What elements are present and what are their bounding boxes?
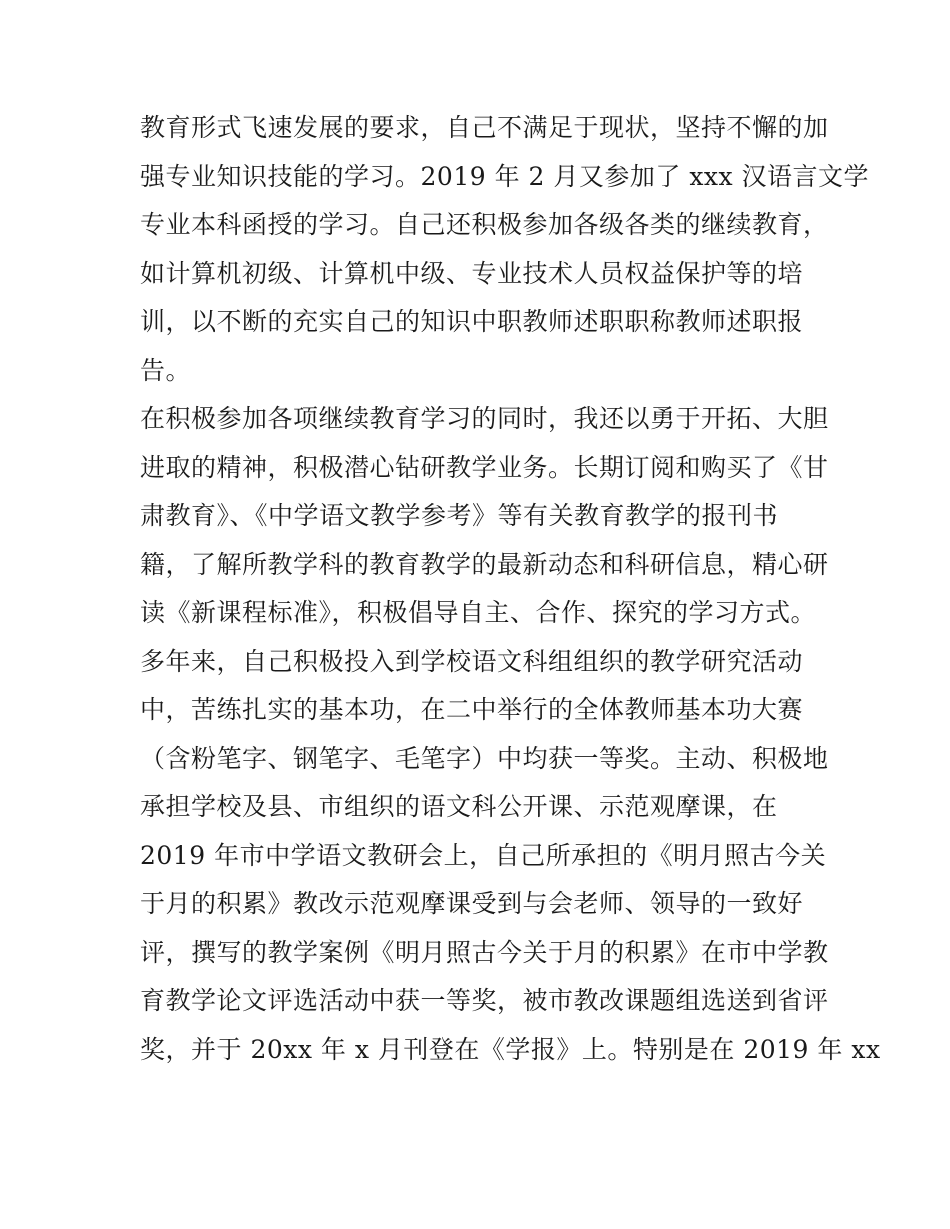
text-line: 籍，了解所教学科的教育教学的最新动态和科研信息，精心研 <box>140 549 829 579</box>
text-line: 奖，并于 20xx 年 x 月刊登在《学报》上。特别是在 2019 年 xx <box>140 1034 881 1064</box>
text-line: 如计算机初级、计算机中级、专业技术人员权益保护等的培 <box>140 258 804 288</box>
text-line: 2019 年市中学语文教研会上，自己所承担的《明月照古今关 <box>140 840 827 870</box>
body-text <box>140 104 881 1074</box>
text-line: 专业本科函授的学习。自己还积极参加各级各类的继续教育， <box>140 210 829 239</box>
text-line: 评，撰写的教学案例《明月照古今关于月的积累》在市中学教 <box>140 937 829 967</box>
text-line: 在积极参加各项继续教育学习的同时，我还以勇于开拓、大胆 <box>140 404 829 433</box>
text-line: 承担学校及县、市组织的语文科公开课、示范观摩课，在 <box>140 792 778 821</box>
text-line: 强专业知识技能的学习。2019 年 2 月又参加了 xxx 汉语言文学 <box>140 161 870 191</box>
text-line: 告。 <box>140 355 192 385</box>
text-line: 训，以不断的充实自己的知识中职教师述职职称教师述职报 <box>140 307 804 336</box>
text-line: 肃教育》、《中学语文教学参考》等有关教育教学的报刊书 <box>140 501 779 530</box>
text-line: 进取的精神，积极潜心钻研教学业务。长期订阅和购买了《甘 <box>140 452 829 482</box>
text-line: 中，苦练扎实的基本功，在二中举行的全体教师基本功大赛 <box>140 695 804 724</box>
text-line: 育教学论文评选活动中获一等奖，被市教改课题组选送到省评 <box>140 986 829 1015</box>
text-line: 教育形式飞速发展的要求，自己不满足于现状，坚持不懈的加 <box>140 113 829 142</box>
text-line: （含粉笔字、钢笔字、毛笔字）中均获一等奖。主动、积极地 <box>140 743 829 773</box>
text-line: 于月的积累》教改示范观摩课受到与会老师、领导的一致好 <box>140 889 804 918</box>
text-line: 读《新课程标准》，积极倡导自主、合作、探究的学习方式。 <box>140 598 817 627</box>
text-line: 多年来，自己积极投入到学校语文科组组织的教学研究活动 <box>140 646 804 676</box>
